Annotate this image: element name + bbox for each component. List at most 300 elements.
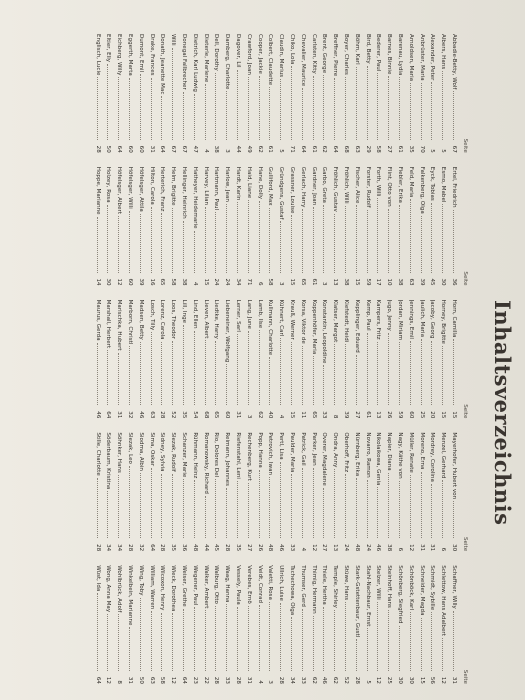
entry-page-number: 49 xyxy=(245,145,252,153)
entry-name: Vessely, Paula xyxy=(235,565,242,605)
entry-page-number: 13 xyxy=(332,278,339,286)
index-entry xyxy=(179,300,190,419)
index-entry xyxy=(341,432,352,551)
entry-page-number: 22 xyxy=(202,676,209,684)
entry-page-number: 67 xyxy=(451,145,457,153)
entry-page-number: 3 xyxy=(278,282,285,286)
index-entry xyxy=(406,167,417,286)
dot-leader xyxy=(108,64,115,140)
index-entry xyxy=(330,432,341,551)
entry-name: Esmo, Mabel xyxy=(440,166,447,203)
index-entry xyxy=(158,34,169,153)
dot-leader xyxy=(215,341,222,405)
index-entry xyxy=(320,300,331,419)
entry-page-number: 3 xyxy=(267,680,274,684)
entry-name: Kühnert, Carl xyxy=(278,299,285,337)
dot-leader xyxy=(151,468,158,538)
entry-name: Oberhoff, Fritz xyxy=(343,432,350,473)
index-entry xyxy=(158,167,169,286)
entry-name: Jennings, Emil xyxy=(407,299,414,339)
entry-page-number: 68 xyxy=(202,411,209,419)
entry-page-number: 61 xyxy=(397,145,404,153)
entry-page-number: 54 xyxy=(191,411,198,419)
entry-name: Böhm, Karl xyxy=(353,34,360,65)
entry-name: Brent, George xyxy=(321,34,328,74)
entry-page-number: 48 xyxy=(267,544,274,552)
dot-leader xyxy=(367,333,374,406)
entry-page-number: 39 xyxy=(137,278,144,286)
entry-page-number: 8 xyxy=(332,414,339,419)
entry-page-number: 59 xyxy=(397,411,404,419)
dot-leader xyxy=(194,480,201,538)
index-entry xyxy=(179,167,190,286)
index-entry xyxy=(417,34,428,153)
index-entry xyxy=(384,565,395,684)
index-entry xyxy=(309,167,320,286)
entry-name: Harlow, Jean xyxy=(224,166,231,202)
index-entry xyxy=(384,300,395,419)
dot-leader xyxy=(345,474,352,538)
entry-name: Stahl-Nachbaur, Ernst xyxy=(364,565,371,627)
index-entry xyxy=(244,432,255,551)
dot-leader xyxy=(140,598,147,671)
entry-page-number: 15 xyxy=(289,411,296,419)
dot-leader xyxy=(259,76,266,140)
dot-leader xyxy=(269,477,276,538)
entry-name: Stüwe, Hans xyxy=(343,565,350,601)
index-entry xyxy=(320,565,331,684)
index-entry xyxy=(115,432,126,551)
entry-name: Grassner, Louise xyxy=(289,166,296,214)
entry-page-number: 33 xyxy=(299,676,306,684)
entry-page-number: 14 xyxy=(94,278,101,286)
entry-page-number: 25 xyxy=(418,411,425,419)
entry-page-number: 29 xyxy=(364,145,371,153)
entry-name: Hilton, Carola xyxy=(148,166,155,205)
dot-leader xyxy=(108,205,115,273)
dot-leader xyxy=(356,205,363,272)
dot-leader xyxy=(161,96,168,139)
dot-leader xyxy=(421,216,428,273)
index-entry xyxy=(374,167,385,286)
entry-page-number: 38 xyxy=(386,544,393,552)
dot-leader xyxy=(226,91,233,139)
index-entry xyxy=(190,167,201,286)
index-entry xyxy=(406,565,417,684)
dot-leader xyxy=(108,491,115,538)
dot-leader xyxy=(215,212,222,272)
index-entry xyxy=(276,167,287,286)
dot-leader xyxy=(291,617,298,671)
entry-name: Cooper, Jackie xyxy=(256,34,263,74)
index-entry xyxy=(168,34,179,153)
entry-page-number: 6 xyxy=(440,547,447,552)
index-entry xyxy=(266,167,277,286)
index-entry xyxy=(115,300,126,419)
entry-page-number: 15 xyxy=(353,278,360,286)
entry-name: Dagover, Lil xyxy=(235,34,242,68)
entry-name: Waag, Hanna xyxy=(224,565,231,603)
dot-leader xyxy=(259,605,266,671)
entry-page-number: 30 xyxy=(397,676,404,684)
entry-name: Korsa, Viktor de xyxy=(299,299,306,344)
entry-name: Höfelsger, Attila xyxy=(137,166,144,212)
dot-leader xyxy=(108,614,115,671)
entry-page-number: 34 xyxy=(289,676,296,684)
index-entry xyxy=(168,432,179,551)
entry-name: Reimann, Johannes xyxy=(224,432,231,487)
entry-name: Schaffner, Willy xyxy=(451,565,457,609)
entry-name: Schneider, Magda xyxy=(418,565,425,616)
dot-leader xyxy=(151,332,158,405)
entry-name: Wegener, Paul xyxy=(191,565,198,606)
entry-name: Falkenberg, Olga xyxy=(418,166,425,214)
entry-page-number: 6 xyxy=(256,282,263,286)
entry-name: Ullrich, Luise xyxy=(278,565,285,601)
entry-name: Dietrich, Karl Ludwig xyxy=(191,34,198,92)
entry-page-number: 5 xyxy=(440,149,447,153)
index-entry xyxy=(233,34,244,153)
entry-page-number: 64 xyxy=(94,676,101,684)
entry-name: Liebeneiner, Wolfgang xyxy=(224,299,231,363)
dot-leader xyxy=(172,341,179,405)
entry-name: Fröhlich, Willi xyxy=(343,166,350,204)
index-entry xyxy=(352,565,363,684)
index-entry xyxy=(287,167,298,286)
index-entry xyxy=(255,432,266,551)
entry-name: Koppenhöfer, Maria xyxy=(310,299,317,355)
entry-page-number: 3 xyxy=(321,282,328,286)
dot-leader xyxy=(388,610,395,671)
dot-leader xyxy=(161,213,168,272)
index-entry xyxy=(298,167,309,286)
index-entry xyxy=(395,167,406,286)
index-column-2 xyxy=(9,167,469,286)
entry-name: Nikolaikowa, Genia xyxy=(375,432,382,486)
entry-name: Menzel, Gerhard xyxy=(440,432,447,479)
page-column-header: Seite xyxy=(462,271,468,286)
entry-page-number: 3 xyxy=(224,149,231,153)
dot-leader xyxy=(356,639,363,671)
entry-page-number: 28 xyxy=(235,676,242,684)
dot-leader xyxy=(399,626,406,671)
dot-leader xyxy=(151,207,158,273)
entry-page-number: 60 xyxy=(127,145,134,153)
dot-leader xyxy=(118,77,125,139)
dot-leader xyxy=(140,473,147,538)
index-entry xyxy=(449,34,460,153)
entry-name: Sima, Oskar xyxy=(148,432,155,467)
dot-leader xyxy=(183,221,190,273)
dot-leader xyxy=(388,473,395,539)
entry-name: Höfelsger, Willi xyxy=(127,166,134,209)
dot-leader xyxy=(118,475,125,538)
entry-list xyxy=(93,565,460,684)
index-entry xyxy=(244,34,255,153)
index-entry xyxy=(287,565,298,684)
entry-name: Klatser, Margot xyxy=(332,299,339,343)
entry-name: Slezak, Rudolf xyxy=(170,432,177,472)
entry-name: Kepplinger, Eduard xyxy=(353,299,360,353)
entry-page-number: 30 xyxy=(440,278,447,286)
index-entry xyxy=(352,34,363,153)
dot-leader xyxy=(453,210,460,273)
dot-leader xyxy=(259,330,266,405)
entry-name: Schlettow, Hans Adalbert xyxy=(440,565,447,636)
index-entry xyxy=(212,565,223,684)
entry-page-number: 35 xyxy=(170,544,177,552)
index-entry xyxy=(201,167,212,286)
entry-name: Carlsten, Kitty xyxy=(310,34,317,74)
index-entry xyxy=(104,300,115,419)
entry-page-number: 63 xyxy=(148,411,155,419)
entry-name: Schmidt, Sybille xyxy=(429,565,436,611)
entry-name: Siodma, Albin xyxy=(137,432,144,471)
entry-page-number: 31 xyxy=(116,411,123,419)
dot-leader xyxy=(323,75,330,140)
dot-leader xyxy=(442,204,449,272)
index-entry xyxy=(266,432,277,551)
page-column-header: Seite xyxy=(462,669,468,684)
index-columns xyxy=(9,34,469,684)
entry-name: Hartmann, Paul xyxy=(213,166,220,211)
entry-name: Chiko, Lola xyxy=(289,34,296,65)
entry-name: Petrovich, Iwan xyxy=(267,432,274,476)
dot-leader xyxy=(183,609,190,671)
entry-name: Wilcoxon, Henry xyxy=(159,565,166,611)
entry-page-number: 62 xyxy=(332,676,339,684)
entry-name: Walker, Ambert xyxy=(202,565,209,609)
entry-page-number: 31 xyxy=(418,544,425,552)
index-entry xyxy=(222,432,233,551)
dot-leader xyxy=(237,481,244,538)
dot-leader xyxy=(205,84,212,139)
index-entry xyxy=(233,565,244,684)
entry-name: Lang, June xyxy=(245,299,252,329)
index-entry xyxy=(212,432,223,551)
entry-page-number: 8 xyxy=(116,680,123,684)
index-entry xyxy=(384,432,395,551)
entry-page-number: 62 xyxy=(321,145,328,153)
entry-name: Bird, Betty xyxy=(364,34,371,64)
entry-name: Rio, Dolores Del xyxy=(213,432,220,478)
dot-leader xyxy=(377,198,384,272)
entry-name: Forster, Rudolf xyxy=(364,166,371,208)
dot-leader xyxy=(269,357,276,405)
entry-page-number: 63 xyxy=(353,145,360,153)
index-entry xyxy=(374,565,385,684)
entry-page-number: 23 xyxy=(191,676,198,684)
dot-leader xyxy=(140,74,147,140)
dot-leader xyxy=(118,216,125,273)
entry-name: Schönböck, Karl xyxy=(407,565,414,611)
index-entry xyxy=(417,432,428,551)
dot-leader xyxy=(313,468,320,539)
entry-page-number: 28 xyxy=(94,544,101,552)
dot-leader xyxy=(442,480,449,538)
index-entry xyxy=(158,432,169,551)
entry-name: Ondra, Anny xyxy=(332,432,339,468)
index-entry xyxy=(438,300,449,419)
entry-page-number: 70 xyxy=(418,145,425,153)
entry-page-number: 28 xyxy=(159,544,166,552)
entry-page-number: 33 xyxy=(224,676,231,684)
entry-name: Wohlbrück, Adolf xyxy=(116,565,123,613)
entry-page-number: 6 xyxy=(397,547,404,552)
entry-page-number: 46 xyxy=(94,411,101,419)
index-entry xyxy=(222,565,233,684)
entry-page-number: 17 xyxy=(375,278,382,286)
entry-name: Liedtke, Harry xyxy=(213,299,220,339)
entry-name: Schönberg, Siegfried xyxy=(397,565,404,624)
dot-leader xyxy=(280,79,287,140)
index-entry xyxy=(449,300,460,419)
dot-leader xyxy=(453,339,460,405)
entry-page-number: 28 xyxy=(127,544,134,552)
dot-leader xyxy=(269,602,276,671)
entry-list xyxy=(93,300,460,419)
dot-leader xyxy=(226,364,233,405)
dot-leader xyxy=(172,613,179,671)
entry-page-number: 12 xyxy=(375,676,382,684)
entry-page-number: 48 xyxy=(191,544,198,552)
entry-page-number: 5 xyxy=(364,680,371,684)
entry-name: Moreno, Erna xyxy=(418,432,425,470)
entry-name: Flint, Otto von xyxy=(386,166,393,207)
index-entry xyxy=(244,300,255,419)
entry-page-number: 64 xyxy=(159,145,166,153)
entry-page-number: 46 xyxy=(321,676,328,684)
entry-page-number: 12 xyxy=(170,676,177,684)
dot-leader xyxy=(280,603,287,671)
entry-name: Eggerth, Marta xyxy=(127,34,134,76)
index-entry xyxy=(428,167,439,286)
dot-leader xyxy=(421,83,428,140)
index-entry xyxy=(266,565,277,684)
index-entry xyxy=(363,565,374,684)
index-entry xyxy=(190,565,201,684)
entry-name: Harvey, Lilian xyxy=(202,166,209,206)
entry-page-number: 34 xyxy=(116,544,123,552)
entry-page-number: 4 xyxy=(278,414,285,419)
index-entry xyxy=(449,565,460,684)
entry-name: Mayerhofer, Hubert von xyxy=(451,432,457,500)
entry-page-number: 58 xyxy=(159,676,166,684)
entry-name: Tschechowa, Olga xyxy=(289,565,296,616)
entry-page-number: 28 xyxy=(94,145,101,153)
dot-leader xyxy=(161,474,168,539)
entry-page-number: 64 xyxy=(332,145,339,153)
entry-page-number: 67 xyxy=(181,145,188,153)
index-entry xyxy=(363,34,374,153)
entry-name: Lind, Ellen xyxy=(191,299,198,329)
dot-leader xyxy=(334,610,341,671)
dot-leader xyxy=(129,211,136,273)
entry-name: Slezak, Leo xyxy=(127,432,134,464)
dot-leader xyxy=(140,214,147,273)
index-entry xyxy=(428,565,439,684)
entry-name: Stelzer, Willi xyxy=(375,565,382,600)
index-entry xyxy=(179,565,190,684)
dot-leader xyxy=(172,474,179,538)
dot-leader xyxy=(194,94,201,140)
entry-name: Höfelsger, Albert xyxy=(116,166,123,215)
index-entry xyxy=(93,565,104,684)
entry-name: William, Warren xyxy=(148,565,155,610)
entry-page-number: 15 xyxy=(289,278,296,286)
entry-page-number: 16 xyxy=(148,278,155,286)
entry-page-number: 28 xyxy=(278,676,285,684)
entry-page-number: 12 xyxy=(407,544,414,552)
entry-page-number: 24 xyxy=(213,278,220,286)
entry-page-number: 5 xyxy=(429,149,436,153)
dot-leader xyxy=(323,607,330,671)
entry-page-number: 62 xyxy=(256,411,263,419)
entry-name: Loos, Theodor xyxy=(170,299,177,340)
index-entry xyxy=(341,167,352,286)
entry-name: Hardt, Karin xyxy=(235,166,242,201)
index-entry xyxy=(136,565,147,684)
dot-leader xyxy=(399,481,406,539)
dot-leader xyxy=(129,627,136,671)
dot-leader xyxy=(356,478,363,538)
dot-leader xyxy=(410,475,417,538)
index-column-4 xyxy=(9,432,469,551)
dot-leader xyxy=(280,462,287,539)
index-entry xyxy=(233,432,244,551)
entry-page-number: 61 xyxy=(364,411,371,419)
entry-page-number: 58 xyxy=(170,278,177,286)
dot-leader xyxy=(226,488,233,538)
entry-name: Albers, Hans xyxy=(440,34,447,70)
entry-page-number: 46 xyxy=(137,411,144,419)
dot-leader xyxy=(194,331,201,406)
entry-page-number: 24 xyxy=(224,278,231,286)
dot-leader xyxy=(226,204,233,273)
dot-leader xyxy=(226,604,233,671)
index-entry xyxy=(266,34,277,153)
dot-leader xyxy=(97,217,104,273)
dot-leader xyxy=(215,479,222,538)
entry-name: Wing, Toby xyxy=(137,565,144,596)
index-entry xyxy=(266,300,277,419)
entry-name: Willi xyxy=(170,34,177,46)
index-entry xyxy=(212,300,223,419)
index-entry xyxy=(309,565,320,684)
entry-name: Losch, Tilly xyxy=(148,299,155,331)
entry-page-number: 63 xyxy=(407,278,414,286)
dot-leader xyxy=(377,487,384,538)
entry-page-number: 12 xyxy=(440,676,447,684)
entry-name: Abbadie-Betty, Wolf xyxy=(451,34,457,90)
entry-page-number: 12 xyxy=(105,676,112,684)
dot-leader xyxy=(248,606,255,671)
entry-name: Veidt, Conrad xyxy=(256,565,263,604)
dot-leader xyxy=(259,201,266,272)
index-entry xyxy=(438,34,449,153)
index-entry xyxy=(125,34,136,153)
entry-name: Marischka, Hubert xyxy=(116,299,123,351)
dot-leader xyxy=(129,78,136,140)
entry-name: Novarro, Ramon xyxy=(364,432,371,478)
entry-page-number: 61 xyxy=(267,145,274,153)
entry-page-number: 34 xyxy=(235,278,242,286)
index-entry xyxy=(255,34,266,153)
entry-name: Overer, Magdalene xyxy=(321,432,328,486)
dot-leader xyxy=(313,616,320,671)
dot-leader xyxy=(431,484,438,538)
dot-leader xyxy=(453,91,460,139)
